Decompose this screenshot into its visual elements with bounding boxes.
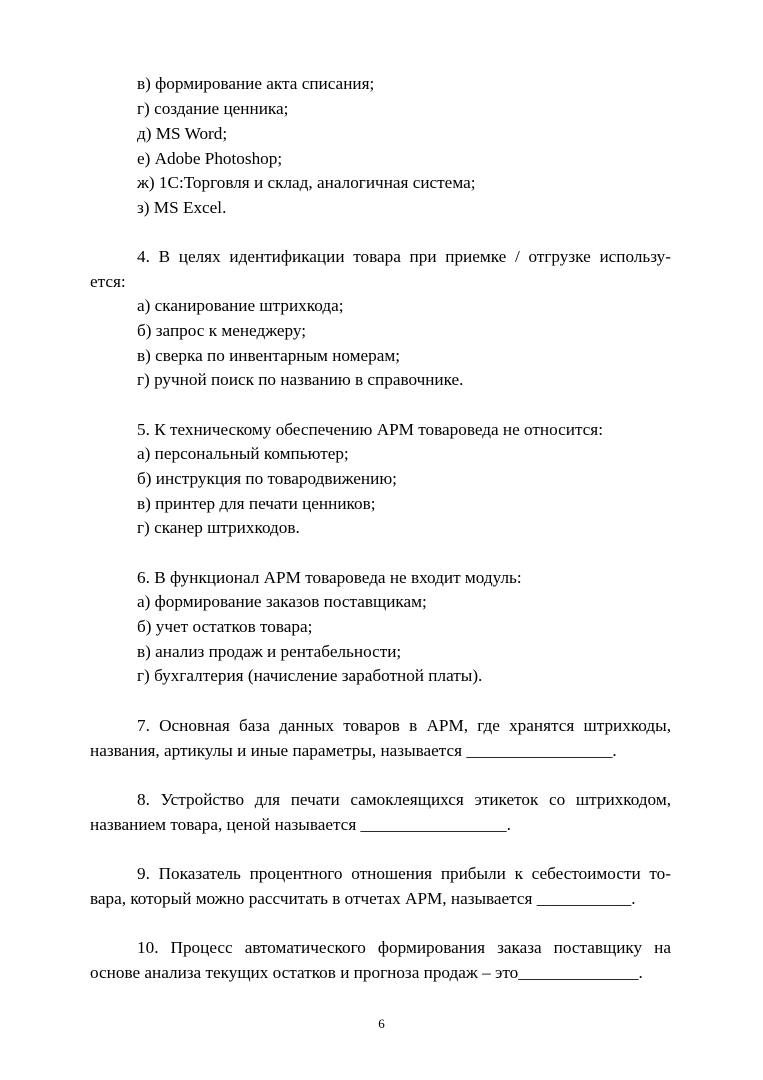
q8-question-line2: названием товара, ценой называется _________________. [90,815,511,834]
q7-question-line1: 7. Основная база данных товаров в АРМ, где хранятся штрихкоды, [137,716,671,735]
q9-question-line2: вара, который можно рассчитать в отчетах АРМ, называется ___________. [90,889,636,908]
q4-option-a: а) сканирование штрихкода; [137,296,344,315]
q3-option-g: г) создание ценника; [137,99,289,118]
page-number: 6 [378,1016,385,1031]
q4-question-line1: 4. В целях идентификации товара при приемке / отгрузке использу- [137,247,671,266]
q6-option-v: в) анализ продаж и рентабельности; [137,642,402,661]
q4-question-line2: ется: [90,272,126,291]
q7-question-line2: названия, артикулы и иные параметры, называется _________________. [90,741,617,760]
q6-option-b: б) учет остатков товара; [137,617,313,636]
q5-option-a: а) персональный компьютер; [137,444,349,463]
q3-option-zh: ж) 1С:Торговля и склад, аналогичная система; [137,173,476,192]
q3-option-e: е) Adobe Photoshop; [137,149,283,168]
q5-question: 5. К техническому обеспечению АРМ товароведа не относится: [137,420,603,439]
q5-option-b: б) инструкция по товародвижению; [137,469,397,488]
q4-option-v: в) сверка по инвентарным номерам; [137,346,401,365]
q4-option-g: г) ручной поиск по названию в справочнике. [137,370,464,389]
q6-question: 6. В функционал АРМ товароведа не входит модуль: [137,568,522,587]
q10-question-line2: основе анализа текущих остатков и прогноза продаж – это______________. [90,963,643,982]
q3-option-d: д) MS Word; [137,124,228,143]
q6-option-g: г) бухгалтерия (начисление заработной платы). [137,666,483,685]
q3-option-z: з) MS Excel. [137,198,227,217]
q10-question-line1: 10. Процесс автоматического формирования заказа поставщику на [137,938,671,957]
q4-option-b: б) запрос к менеджеру; [137,321,306,340]
q9-question-line1: 9. Показатель процентного отношения прибыли к себестоимости то- [137,864,671,883]
q5-option-g: г) сканер штрихкодов. [137,518,300,537]
q6-option-a: а) формирование заказов поставщикам; [137,592,427,611]
q8-question-line1: 8. Устройство для печати самоклеящихся этикеток со штрихкодом, [137,790,671,809]
q3-option-v: в) формирование акта списания; [137,74,375,93]
q5-option-v: в) принтер для печати ценников; [137,494,376,513]
